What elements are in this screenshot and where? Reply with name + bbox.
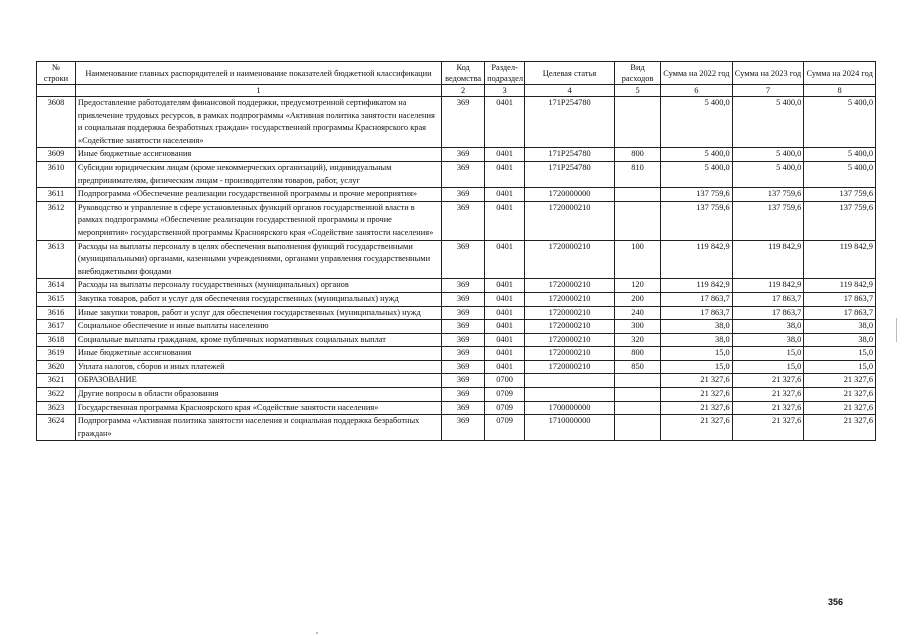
section-code-cell: 0401 <box>485 333 525 347</box>
sum-2024-cell: 5 400,0 <box>804 97 876 148</box>
header-row <box>37 62 876 85</box>
department-code-cell: 369 <box>442 240 485 279</box>
section-code-cell: 0401 <box>485 279 525 293</box>
indicator-name-cell: Иные бюджетные ассигнования <box>75 148 441 162</box>
sum-2022-cell: 21 327,6 <box>661 401 733 415</box>
sum-2023-cell: 21 327,6 <box>732 388 804 402</box>
indicator-name-cell: Государственная программа Красноярского края «Содействие занятости населения» <box>75 401 441 415</box>
col-header-sum-2023: Сумма на 2023 год <box>732 62 804 85</box>
indicator-name-cell: Подпрограмма «Обеспечение реализации государственной программы и прочие мероприятия» <box>75 188 441 202</box>
target-item-code-cell: 1700000000 <box>525 401 615 415</box>
sum-2023-cell: 119 842,9 <box>732 279 804 293</box>
sum-2023-cell: 15,0 <box>732 360 804 374</box>
row-number-cell: 3621 <box>37 374 76 388</box>
section-code-cell: 0401 <box>485 161 525 187</box>
sum-2022-cell: 38,0 <box>661 320 733 334</box>
row-number-cell: 3611 <box>37 188 76 202</box>
row-number-cell: 3622 <box>37 388 76 402</box>
indicator-name-cell: Социальные выплаты гражданам, кроме публичных нормативных социальных выплат <box>75 333 441 347</box>
sum-2023-cell: 38,0 <box>732 333 804 347</box>
section-code-cell: 0401 <box>485 360 525 374</box>
col-header-expense-type: Вид расходов <box>615 62 661 85</box>
expense-type-code-cell <box>615 401 661 415</box>
indicator-name-cell: Закупка товаров, работ и услуг для обеспечения государственных (муниципальных) нужд <box>75 292 441 306</box>
column-number: 7 <box>732 85 804 97</box>
sum-2023-cell: 5 400,0 <box>732 161 804 187</box>
expense-type-code-cell: 810 <box>615 161 661 187</box>
sum-2022-cell: 119 842,9 <box>661 240 733 279</box>
sum-2023-cell: 5 400,0 <box>732 97 804 148</box>
sum-2023-cell: 38,0 <box>732 320 804 334</box>
table-row <box>37 333 876 347</box>
indicator-name-cell: Иные бюджетные ассигнования <box>75 347 441 361</box>
column-number: 3 <box>485 85 525 97</box>
row-number-cell: 3614 <box>37 279 76 293</box>
sum-2022-cell: 15,0 <box>661 360 733 374</box>
target-item-code-cell: 1720000210 <box>525 333 615 347</box>
expense-type-code-cell: 100 <box>615 240 661 279</box>
section-code-cell: 0401 <box>485 240 525 279</box>
target-item-code-cell <box>525 374 615 388</box>
section-code-cell: 0709 <box>485 415 525 441</box>
sum-2024-cell: 17 863,7 <box>804 292 876 306</box>
table-row <box>37 360 876 374</box>
department-code-cell: 369 <box>442 415 485 441</box>
row-number-cell: 3618 <box>37 333 76 347</box>
sum-2022-cell: 17 863,7 <box>661 306 733 320</box>
section-code-cell: 0709 <box>485 401 525 415</box>
sum-2024-cell: 21 327,6 <box>804 388 876 402</box>
sum-2023-cell: 137 759,6 <box>732 201 804 240</box>
indicator-name-cell: Социальное обеспечение и иные выплаты населению <box>75 320 441 334</box>
table-row <box>37 279 876 293</box>
indicator-name-cell: Расходы на выплаты персоналу в целях обеспечения выполнения функций государственными (муниципальными) органами, казенными учреждениями, органами управления государственными внебюджетными фондами <box>75 240 441 279</box>
table-row <box>37 388 876 402</box>
sum-2022-cell: 21 327,6 <box>661 415 733 441</box>
target-item-code-cell: 1720000210 <box>525 292 615 306</box>
expense-type-code-cell: 120 <box>615 279 661 293</box>
sum-2023-cell: 17 863,7 <box>732 306 804 320</box>
expense-type-code-cell <box>615 97 661 148</box>
target-item-code-cell: 1720000210 <box>525 320 615 334</box>
department-code-cell: 369 <box>442 388 485 402</box>
department-code-cell: 369 <box>442 97 485 148</box>
sum-2022-cell: 38,0 <box>661 333 733 347</box>
table-row <box>37 347 876 361</box>
row-number-cell: 3608 <box>37 97 76 148</box>
col-header-section: Раздел-подраздел <box>485 62 525 85</box>
sum-2022-cell: 119 842,9 <box>661 279 733 293</box>
expense-type-code-cell: 300 <box>615 320 661 334</box>
indicator-name-cell: Субсидии юридическим лицам (кроме некоммерческих организаций), индивидуальным предпринимателям, физическим лицам - производителям товаров, работ, услуг <box>75 161 441 187</box>
sum-2023-cell: 17 863,7 <box>732 292 804 306</box>
scan-mark <box>896 318 897 342</box>
indicator-name-cell: Другие вопросы в области образования <box>75 388 441 402</box>
expense-type-code-cell <box>615 415 661 441</box>
target-item-code-cell: 171P254780 <box>525 97 615 148</box>
sum-2024-cell: 5 400,0 <box>804 148 876 162</box>
department-code-cell: 369 <box>442 148 485 162</box>
sum-2023-cell: 15,0 <box>732 347 804 361</box>
indicator-name-cell: Предоставление работодателям финансовой поддержки, предусмотренной сертификатом на привлечение трудовых ресурсов, в рамках подпрограммы «Активная политика занятости населения и социальная поддержка безработных граждан» государственной программы Красноярского края «Содействие занятости населения» <box>75 97 441 148</box>
table-row <box>37 415 876 441</box>
expense-type-code-cell: 800 <box>615 148 661 162</box>
department-code-cell: 369 <box>442 279 485 293</box>
sum-2022-cell: 137 759,6 <box>661 201 733 240</box>
row-number-cell: 3623 <box>37 401 76 415</box>
indicator-name-cell: Руководство и управление в сфере установленных функций органов государственной власти в рамках подпрограммы «Обеспечение реализации государственной программы и прочие мероприятия» государственной программы Красноярского края «Содействие занятости населения» <box>75 201 441 240</box>
target-item-code-cell: 1710000000 <box>525 415 615 441</box>
section-code-cell: 0709 <box>485 388 525 402</box>
col-header-sum-2024: Сумма на 2024 год <box>804 62 876 85</box>
section-code-cell: 0401 <box>485 148 525 162</box>
department-code-cell: 369 <box>442 401 485 415</box>
sum-2024-cell: 137 759,6 <box>804 188 876 202</box>
row-number-cell: 3612 <box>37 201 76 240</box>
target-item-code-cell: 1720000210 <box>525 240 615 279</box>
sum-2022-cell: 17 863,7 <box>661 292 733 306</box>
column-number: 2 <box>442 85 485 97</box>
column-number <box>37 85 76 97</box>
expense-type-code-cell <box>615 388 661 402</box>
target-item-code-cell: 1720000210 <box>525 306 615 320</box>
expense-type-code-cell: 200 <box>615 292 661 306</box>
col-header-department-code: Код ведомства <box>442 62 485 85</box>
col-header-name: Наименование главных распорядителей и наименование показателей бюджетной классификации <box>75 62 441 85</box>
sum-2024-cell: 38,0 <box>804 320 876 334</box>
section-code-cell: 0401 <box>485 320 525 334</box>
table-row <box>37 401 876 415</box>
sum-2022-cell: 21 327,6 <box>661 374 733 388</box>
col-header-row-number: № строки <box>37 62 76 85</box>
row-number-cell: 3615 <box>37 292 76 306</box>
col-header-target-item: Целевая статья <box>525 62 615 85</box>
row-number-cell: 3609 <box>37 148 76 162</box>
column-number: 5 <box>615 85 661 97</box>
department-code-cell: 369 <box>442 201 485 240</box>
target-item-code-cell: 171P254780 <box>525 148 615 162</box>
col-header-sum-2022: Сумма на 2022 год <box>661 62 733 85</box>
column-number: 6 <box>661 85 733 97</box>
section-code-cell: 0401 <box>485 347 525 361</box>
table-row <box>37 201 876 240</box>
department-code-cell: 369 <box>442 347 485 361</box>
row-number-cell: 3624 <box>37 415 76 441</box>
section-code-cell: 0401 <box>485 188 525 202</box>
table-row <box>37 306 876 320</box>
indicator-name-cell: Иные закупки товаров, работ и услуг для обеспечения государственных (муниципальных) нужд <box>75 306 441 320</box>
section-code-cell: 0401 <box>485 97 525 148</box>
column-number: 4 <box>525 85 615 97</box>
sum-2023-cell: 21 327,6 <box>732 374 804 388</box>
sum-2024-cell: 21 327,6 <box>804 401 876 415</box>
indicator-name-cell: ОБРАЗОВАНИЕ <box>75 374 441 388</box>
column-number: 8 <box>804 85 876 97</box>
sum-2022-cell: 21 327,6 <box>661 388 733 402</box>
department-code-cell: 369 <box>442 306 485 320</box>
indicator-name-cell: Подпрограмма «Активная политика занятости населения и социальная поддержка безработных граждан» <box>75 415 441 441</box>
row-number-cell: 3610 <box>37 161 76 187</box>
target-item-code-cell <box>525 388 615 402</box>
table-row <box>37 240 876 279</box>
indicator-name-cell: Уплата налогов, сборов и иных платежей <box>75 360 441 374</box>
sum-2022-cell: 5 400,0 <box>661 148 733 162</box>
sum-2023-cell: 5 400,0 <box>732 148 804 162</box>
target-item-code-cell: 1720000000 <box>525 188 615 202</box>
department-code-cell: 369 <box>442 188 485 202</box>
table-row <box>37 161 876 187</box>
section-code-cell: 0700 <box>485 374 525 388</box>
target-item-code-cell: 1720000210 <box>525 360 615 374</box>
sum-2023-cell: 21 327,6 <box>732 415 804 441</box>
expense-type-code-cell: 850 <box>615 360 661 374</box>
row-number-cell: 3620 <box>37 360 76 374</box>
section-code-cell: 0401 <box>485 201 525 240</box>
sum-2022-cell: 15,0 <box>661 347 733 361</box>
sum-2024-cell: 38,0 <box>804 333 876 347</box>
page-number: 356 <box>828 597 844 607</box>
expense-type-code-cell: 800 <box>615 347 661 361</box>
sum-2024-cell: 5 400,0 <box>804 161 876 187</box>
table-row <box>37 188 876 202</box>
section-code-cell: 0401 <box>485 292 525 306</box>
sum-2024-cell: 21 327,6 <box>804 415 876 441</box>
column-number-row <box>37 85 876 97</box>
column-number: 1 <box>75 85 441 97</box>
section-code-cell: 0401 <box>485 306 525 320</box>
target-item-code-cell: 1720000210 <box>525 347 615 361</box>
department-code-cell: 369 <box>442 360 485 374</box>
expense-type-code-cell: 320 <box>615 333 661 347</box>
department-code-cell: 369 <box>442 161 485 187</box>
table-row <box>37 148 876 162</box>
sum-2024-cell: 119 842,9 <box>804 279 876 293</box>
department-code-cell: 369 <box>442 374 485 388</box>
row-number-cell: 3613 <box>37 240 76 279</box>
budget-table <box>36 61 876 441</box>
expense-type-code-cell <box>615 188 661 202</box>
target-item-code-cell: 171P254780 <box>525 161 615 187</box>
sum-2023-cell: 119 842,9 <box>732 240 804 279</box>
sum-2022-cell: 5 400,0 <box>661 97 733 148</box>
sum-2024-cell: 21 327,6 <box>804 374 876 388</box>
row-number-cell: 3616 <box>37 306 76 320</box>
department-code-cell: 369 <box>442 292 485 306</box>
table-row <box>37 320 876 334</box>
sum-2023-cell: 137 759,6 <box>732 188 804 202</box>
department-code-cell: 369 <box>442 333 485 347</box>
target-item-code-cell: 1720000210 <box>525 279 615 293</box>
target-item-code-cell: 1720000210 <box>525 201 615 240</box>
row-number-cell: 3619 <box>37 347 76 361</box>
table-row <box>37 97 876 148</box>
sum-2024-cell: 119 842,9 <box>804 240 876 279</box>
sum-2022-cell: 5 400,0 <box>661 161 733 187</box>
table-row <box>37 292 876 306</box>
table-body <box>37 97 876 441</box>
expense-type-code-cell: 240 <box>615 306 661 320</box>
sum-2024-cell: 15,0 <box>804 347 876 361</box>
sum-2022-cell: 137 759,6 <box>661 188 733 202</box>
row-number-cell: 3617 <box>37 320 76 334</box>
sum-2024-cell: 137 759,6 <box>804 201 876 240</box>
scan-mark <box>316 632 318 634</box>
table-row <box>37 374 876 388</box>
indicator-name-cell: Расходы на выплаты персоналу государственных (муниципальных) органов <box>75 279 441 293</box>
sum-2024-cell: 17 863,7 <box>804 306 876 320</box>
department-code-cell: 369 <box>442 320 485 334</box>
expense-type-code-cell <box>615 374 661 388</box>
sum-2024-cell: 15,0 <box>804 360 876 374</box>
expense-type-code-cell <box>615 201 661 240</box>
sum-2023-cell: 21 327,6 <box>732 401 804 415</box>
